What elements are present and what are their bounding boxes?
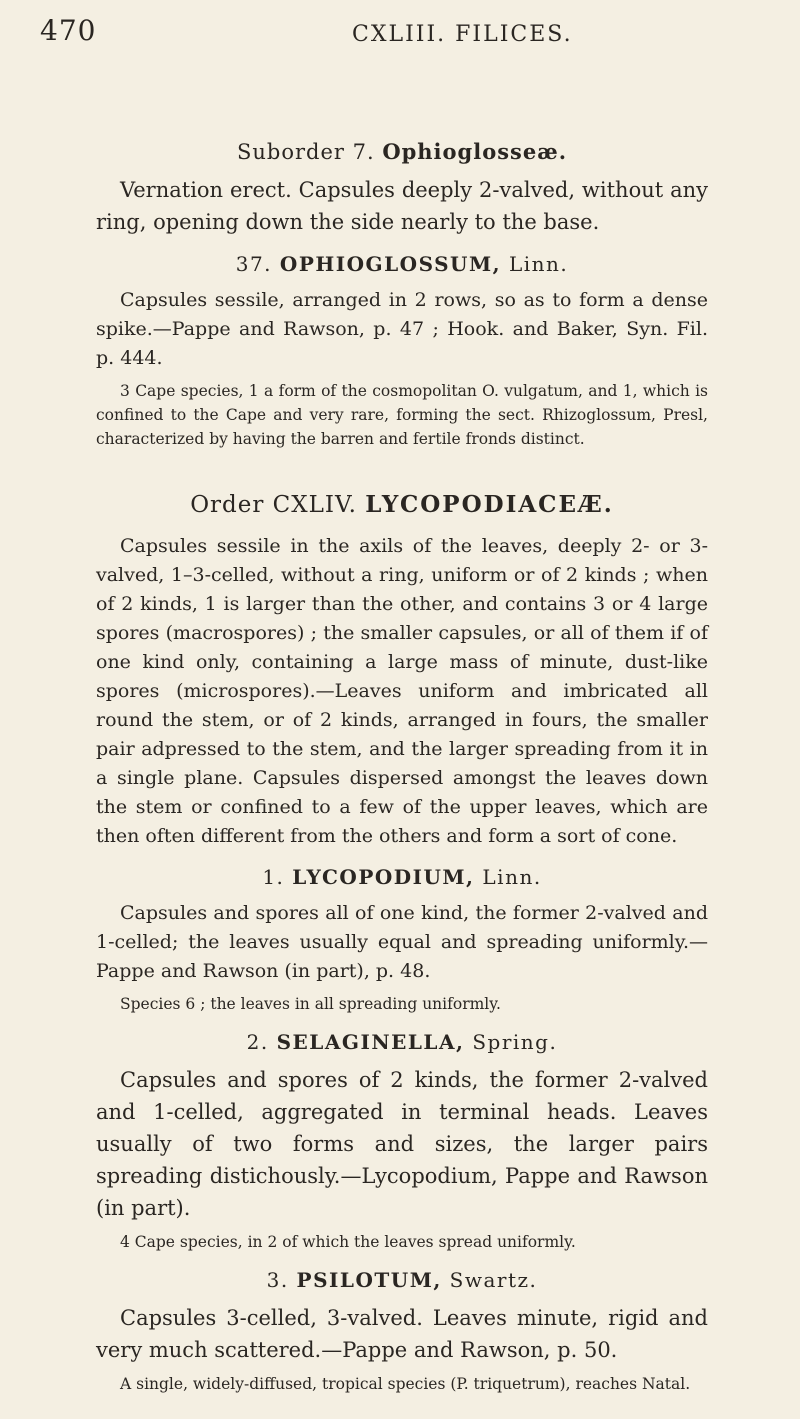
genus-authority: Linn. [482, 865, 542, 889]
suborder-heading [96, 139, 708, 164]
genus-heading-selaginella [96, 1030, 708, 1054]
genus-description-selaginella: Capsules and spores of 2 kinds, the former 2-valved and 1-celled, aggregated in terminal heads. Leaves usually of two forms and sizes, the larger pairs spreading distichously.—Lycopodium, Pappe and Rawson (in part). [96, 1068, 708, 1220]
genus-authority: Swartz. [449, 1268, 538, 1292]
genus-number: 37. [235, 252, 273, 276]
genus-heading-ophioglossum [96, 252, 708, 276]
genus-name: PSILOTUM, [296, 1268, 442, 1292]
order-name: LYCOPODIACEÆ. [365, 491, 614, 518]
genus-number: 3. [266, 1268, 289, 1292]
genus-description-psilotum: Capsules 3-celled, 3-valved. Leaves minute, rigid and very much scattered.—Pappe and Rawson, p. 50. [96, 1306, 708, 1362]
genus-description-lycopodium: Capsules and spores all of one kind, the former 2-valved and 1-celled; the leaves usually equal and spreading uniformly.—Pappe and Rawson (in part), p. 48. [96, 902, 708, 982]
genus-number: 2. [246, 1030, 269, 1054]
genus-name: OPHIOGLOSSUM, [279, 252, 502, 276]
order-heading [96, 491, 708, 518]
genus-name: SELAGINELLA, [276, 1030, 465, 1054]
page-number: 470 [40, 14, 97, 47]
genus-authority: Linn. [508, 252, 569, 276]
genus-heading-lycopodium [96, 865, 708, 889]
order-label: Order CXLIV. [190, 492, 357, 518]
page-header [40, 14, 740, 54]
genus-number: 1. [262, 865, 285, 889]
suborder-label: Suborder 7. [236, 140, 375, 164]
genus-note-lycopodium: Species 6 ; the leaves in all spreading uniformly. [120, 995, 501, 1013]
genus-note-selaginella: 4 Cape species, in 2 of which the leaves spread uniformly. [120, 1233, 576, 1251]
suborder-description: Vernation erect. Capsules deeply 2-valved, without any ring, opening down the side nearly to the base. [96, 178, 708, 234]
genus-heading-psilotum [96, 1268, 708, 1292]
genus-name: LYCOPODIUM, [292, 865, 475, 889]
running-title: CXLIII. FILICES. [352, 22, 573, 47]
genus-note-ophioglossum: 3 Cape species, 1 a form of the cosmopolitan O. vulgatum, and 1, which is confined to the Cape and very rare, forming the sect. Rhizoglossum, Presl, characterized by having the barren and fertile fronds distinct. [96, 382, 708, 448]
genus-note-psilotum: A single, widely-diffused, tropical species (P. triquetrum), reaches Natal. [120, 1375, 691, 1393]
suborder-name: Ophioglosseæ. [382, 139, 568, 164]
order-description: Capsules sessile in the axils of the leaves, deeply 2- or 3-valved, 1–3-celled, without a ring, uniform or of 2 kinds ; when of 2 kinds, 1 is larger than the other, and contains 3 or 4 large spores (macrospores) ; the smaller capsules, or all of them if of one kind only, containing a large mass of minute, dust-like spores (microspores).—Leaves uniform and imbricated all round the stem, or of 2 kinds, arranged in fours, the smaller pair adpressed to the stem, and the larger spreading from it in a single plane. Capsules dispersed amongst the leaves down the stem or confined to a few of the upper leaves, which are then often different from the others and form a sort of cone. [96, 535, 708, 847]
page-content [96, 139, 708, 1396]
genus-description-ophioglossum: Capsules sessile, arranged in 2 rows, so as to form a dense spike.—Pappe and Rawson, p. 47 ; Hook. and Baker, Syn. Fil. p. 444. [96, 289, 708, 369]
genus-authority: Spring. [472, 1030, 558, 1054]
